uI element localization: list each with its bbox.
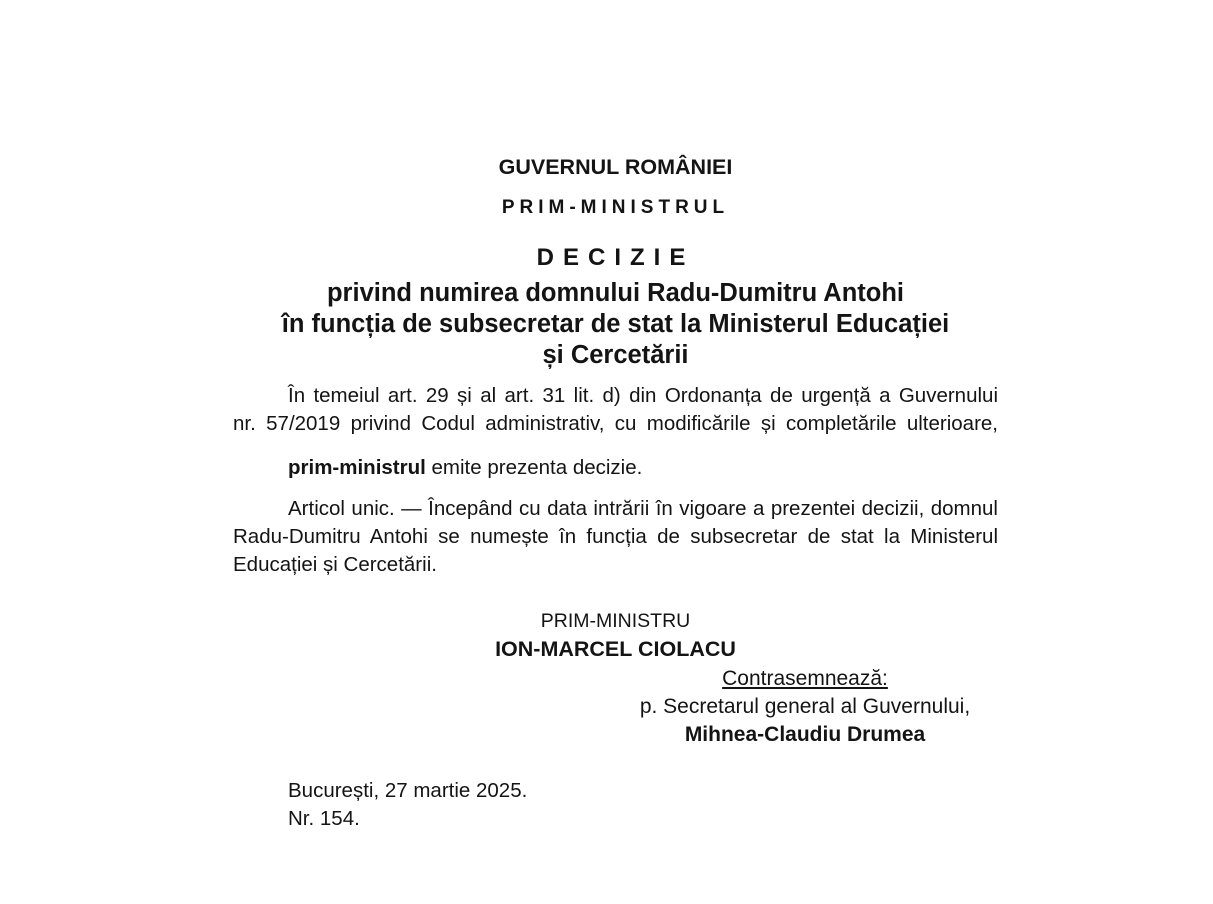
footer-block — [233, 777, 998, 833]
office-name: PRIM-MINISTRUL — [501, 197, 730, 218]
decision-subject-line: privind numirea domnului Radu-Dumitru Antohi — [326, 279, 905, 307]
enactment-paragraph — [233, 454, 998, 482]
preamble-line: nr. 57/2019 privind Codul administrativ, cu modificările și completările ulterioare, — [233, 412, 998, 435]
preamble-line: În temeiul art. 29 și al art. 31 lit. d) din Ordonanța de urgență a Guvernului — [288, 384, 998, 407]
countersignature-name: Mihnea-Claudiu Drumea — [684, 723, 926, 746]
decision-document — [233, 0, 998, 833]
article-line: Radu-Dumitru Antohi se numește în funcția de subsecretar de stat la Ministerul — [233, 525, 998, 548]
decision-subject-line: în funcția de subsecretar de stat la Ministerul Educației — [281, 310, 950, 338]
signature-title: PRIM-MINISTRU — [540, 610, 691, 632]
signature-block — [233, 607, 998, 663]
preamble-paragraph — [233, 382, 998, 438]
place-date: București, 27 martie 2025. — [288, 779, 528, 802]
decision-kind: DECIZIE — [536, 244, 695, 271]
decision-number: Nr. 154. — [288, 807, 360, 830]
enactment-rest-text: emite prezenta decizie. — [425, 456, 643, 479]
signature-name: ION-MARCEL CIOLACU — [495, 637, 736, 661]
countersignature-block — [615, 665, 995, 749]
enactment-bold-text: prim-ministrul — [288, 456, 426, 479]
article-paragraph — [233, 495, 998, 579]
enactment-line — [233, 454, 998, 482]
countersignature-label: Contrasemnează: — [722, 667, 888, 690]
article-line: Educației și Cercetării. — [233, 553, 437, 576]
article-line: Articol unic. — Începând cu data intrării în vigoare a prezentei decizii, domnul — [288, 497, 998, 520]
countersignature-role: p. Secretarul general al Guvernului, — [639, 695, 971, 718]
institution-name: GUVERNUL ROMÂNIEI — [498, 155, 733, 179]
decision-subject-line: și Cercetării — [542, 341, 689, 369]
decision-subject — [233, 278, 998, 371]
